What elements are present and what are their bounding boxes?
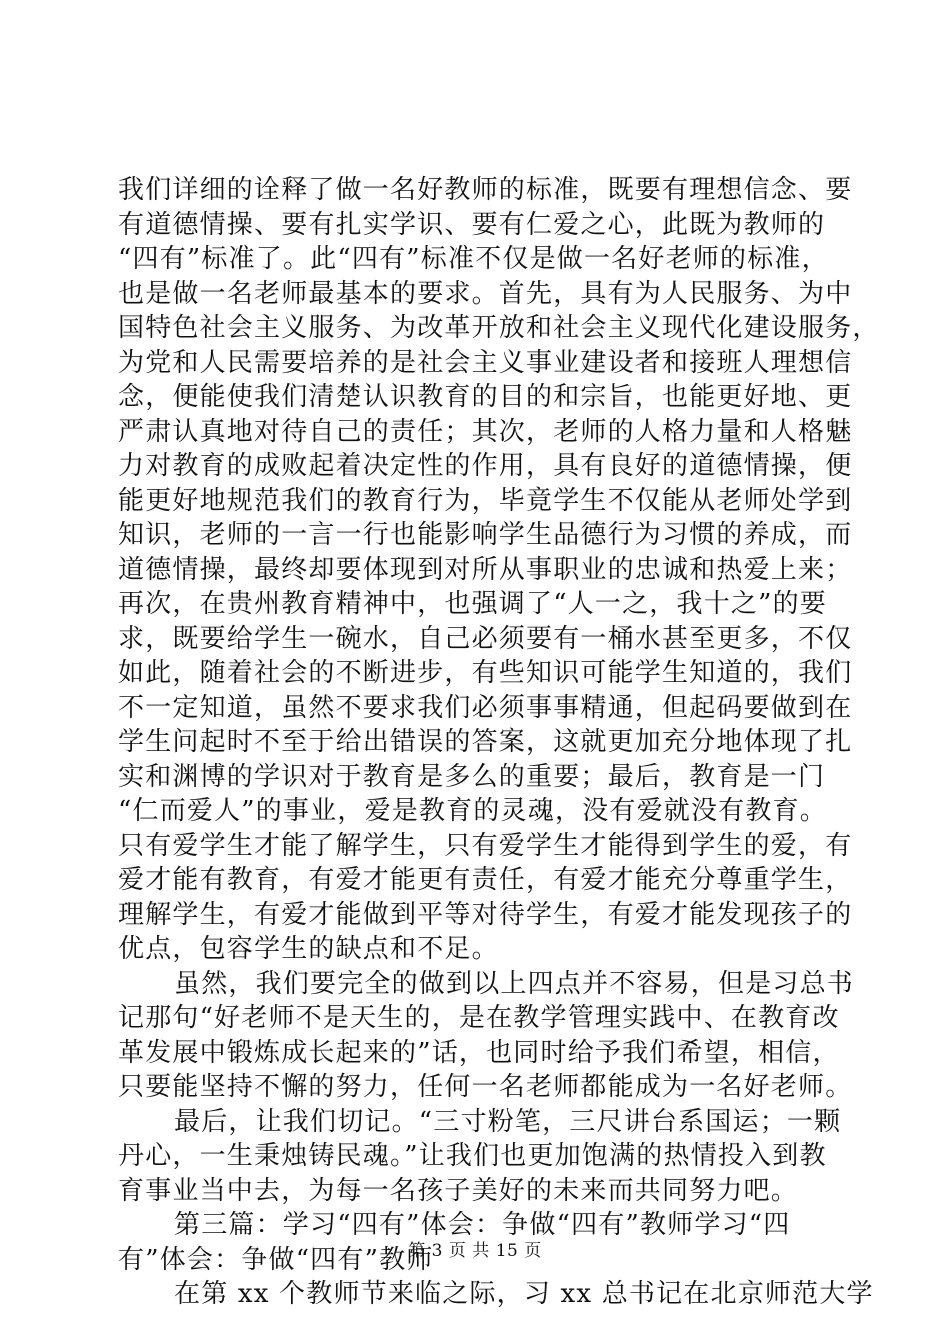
text-line: 为党和人民需要培养的是社会主义事业建设者和接班人理想信 xyxy=(118,347,853,378)
text-line: 只要能坚持不懈的努力，任何一名老师都能成为一名好老师。 xyxy=(118,1072,853,1102)
text-line: 力对教育的成败起着决定性的作用，具有良好的道德情操，便 xyxy=(118,451,853,481)
text-line: 如此，随着社会的不断进步，有些知识可能学生知道的，我们 xyxy=(118,658,853,688)
paragraph-start-line: 虽然，我们要完全的做到以上四点并不容易，但是习总书 xyxy=(174,968,855,999)
paragraph-start-line: 最后，让我们切记。“三寸粉笔，三尺讲台系国运；一颗 xyxy=(174,1106,842,1137)
text-line: 能更好地规范我们的教育行为，毕竟学生不仅能从老师处学到 xyxy=(118,485,853,516)
text-line: 有道德情操、要有扎实学识、要有仁爱之心，此既为教师的 xyxy=(118,209,826,240)
text-line: 念，便能使我们清楚认识教育的目的和宗旨，也能更好地、更 xyxy=(118,382,853,412)
text-line: “四有”标准了。此“四有”标准不仅是做一名好老师的标准， xyxy=(118,244,829,274)
text-line: 爱才能有教育，有爱才能更有责任，有爱才能充分尊重学生， xyxy=(118,865,853,895)
text-line: 革发展中锻炼成长起来的”话，也同时给予我们希望，相信， xyxy=(118,1037,840,1068)
text-line: 实和渊博的学识对于教育是多么的重要；最后，教育是一门 xyxy=(118,761,826,792)
text-line: 不一定知道，虽然不要求我们必须事事精通，但起码要做到在 xyxy=(118,692,853,723)
text-line: 国特色社会主义服务、为改革开放和社会主义现代化建设服务， xyxy=(118,313,880,343)
text-line: 学生问起时不至于给出错误的答案，这就更加充分地体现了扎 xyxy=(118,727,853,757)
text-line: 也是做一名老师最基本的要求。首先，具有为人民服务、为中 xyxy=(118,278,853,309)
text-line: 丹心，一生秉烛铸民魂。”让我们也更加饱满的热情投入到教 xyxy=(118,1141,827,1171)
text-line: 理解学生，有爱才能做到平等对待学生，有爱才能发现孩子的 xyxy=(118,899,853,930)
text-line: 优点，包容学生的缺点和不足。 xyxy=(118,934,499,964)
paragraph-start-line: 在第 xx 个教师节来临之际，习 xx 总书记在北京师范大学 xyxy=(174,1279,874,1309)
section-heading-line: 第三篇：学习“四有”体会：争做“四有”教师学习“四 xyxy=(174,1210,791,1240)
text-line: “仁而爱人”的事业，爱是教育的灵魂，没有爱就没有教育。 xyxy=(118,796,827,826)
text-line: 我们详细的诠释了做一名好教师的标准，既要有理想信念、要 xyxy=(118,175,853,205)
text-line: 育事业当中去，为每一名孩子美好的未来而共同努力吧。 xyxy=(118,1175,799,1206)
text-line: 严肃认真地对待自己的责任；其次，老师的人格力量和人格魅 xyxy=(118,416,853,447)
text-line: 记那句“好老师不是天生的，是在教学管理实践中、在教育改 xyxy=(118,1003,840,1033)
text-line: 道德情操，最终却要体现到对所从事职业的忠诚和热爱上来； xyxy=(118,554,853,585)
text-line: 再次，在贵州教育精神中，也强调了“人一之，我十之”的要 xyxy=(118,589,827,619)
section-heading-line: 有”体会：争做“四有”教师 xyxy=(118,1244,434,1275)
text-line: 求，既要给学生一碗水，自己必须要有一桶水甚至更多，不仅 xyxy=(118,623,853,654)
page-footer: 第 3 页 共 15 页 xyxy=(408,1241,542,1261)
text-line: 只有爱学生才能了解学生，只有爱学生才能得到学生的爱，有 xyxy=(118,830,853,861)
document-body xyxy=(118,173,880,1312)
text-line: 知识，老师的一言一行也能影响学生品德行为习惯的养成，而 xyxy=(118,520,853,550)
